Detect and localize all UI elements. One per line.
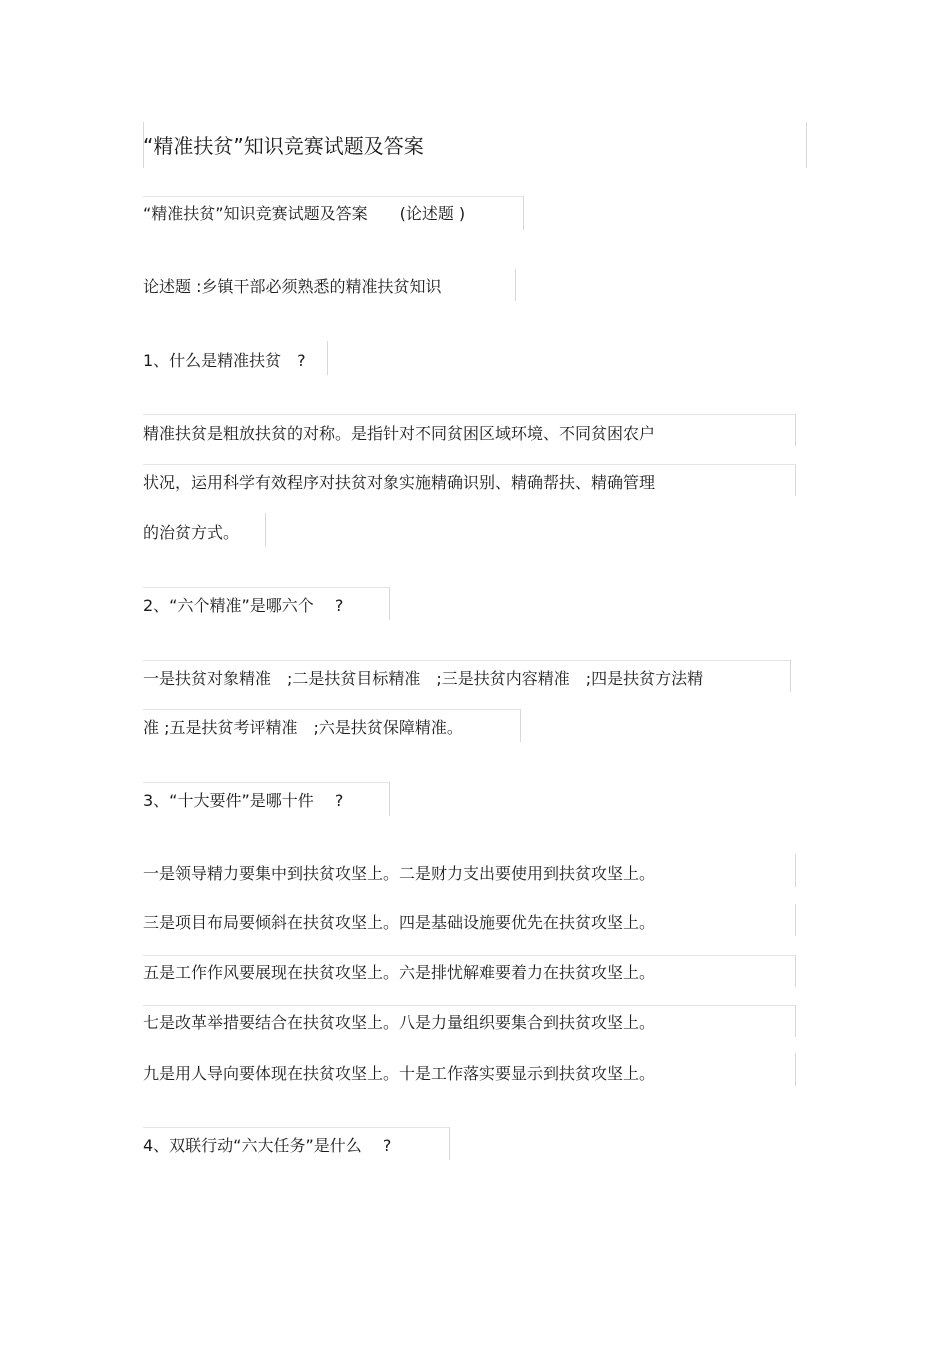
question-1: 1、什么是精准扶贫 ? <box>143 351 306 370</box>
question-4: 4、双联行动“六大任务”是什么 ? <box>143 1136 392 1155</box>
divider <box>143 709 520 710</box>
answer-3-line-5: 九是用人导向要体现在扶贫攻坚上。十是工作落实要显示到扶贫攻坚上。 <box>143 1064 656 1083</box>
divider <box>143 196 523 197</box>
answer-1-line-3: 的治贫方式。 <box>143 523 240 542</box>
answer-2-line-2: 准 ;五是扶贫考评精准 ;六是扶贫保障精准。 <box>143 718 463 737</box>
divider <box>143 122 144 168</box>
divider <box>795 1053 796 1086</box>
divider <box>795 904 796 936</box>
divider <box>143 464 795 465</box>
divider <box>523 196 524 230</box>
divider <box>795 464 796 496</box>
answer-3-line-1: 一是领导精力要集中到扶贫攻坚上。二是财力支出要使用到扶贫攻坚上。 <box>143 864 656 883</box>
divider <box>389 782 390 816</box>
divider <box>143 1005 795 1006</box>
divider <box>520 709 521 742</box>
question-2: 2、“六个精准”是哪六个 ? <box>143 596 344 615</box>
divider <box>389 587 390 620</box>
divider <box>795 1005 796 1037</box>
answer-3-line-2: 三是项目布局要倾斜在扶贫攻坚上。四是基础设施要优先在扶贫攻坚上。 <box>143 913 656 932</box>
answer-3-line-4: 七是改革举措要结合在扶贫攻坚上。八是力量组织要集合到扶贫攻坚上。 <box>143 1013 656 1032</box>
answer-1-line-1: 精准扶贫是粗放扶贫的对称。是指针对不同贫困区域环境、不同贫困农户 <box>143 424 656 443</box>
divider <box>449 1127 450 1160</box>
answer-2-line-1: 一是扶贫对象精准 ;二是扶贫目标精准 ;三是扶贫内容精准 ;四是扶贫方法精 <box>143 669 704 688</box>
divider <box>795 854 796 887</box>
divider <box>143 660 790 661</box>
divider <box>795 955 796 987</box>
divider <box>265 513 266 547</box>
divider <box>143 955 795 956</box>
section-intro: 论述题 :乡镇干部必须熟悉的精准扶贫知识 <box>143 277 442 296</box>
divider <box>143 414 795 415</box>
divider <box>515 269 516 301</box>
divider <box>143 782 389 783</box>
divider <box>806 122 807 168</box>
answer-3-line-3: 五是工作作风要展现在扶贫攻坚上。六是排忧解难要着力在扶贫攻坚上。 <box>143 963 656 982</box>
answer-1-line-2: 状况，运用科学有效程序对扶贫对象实施精确识别、精确帮扶、精确管理 <box>143 473 656 492</box>
divider <box>327 341 328 375</box>
divider <box>143 587 389 588</box>
divider <box>143 1127 449 1128</box>
document-subtitle: “精准扶贫”知识竞赛试题及答案 (论述题 ) <box>143 204 466 223</box>
divider <box>795 414 796 446</box>
divider <box>790 660 791 692</box>
document-title: “精准扶贫”知识竞赛试题及答案 <box>143 134 424 158</box>
question-3: 3、“十大要件”是哪十件 ? <box>143 791 344 810</box>
